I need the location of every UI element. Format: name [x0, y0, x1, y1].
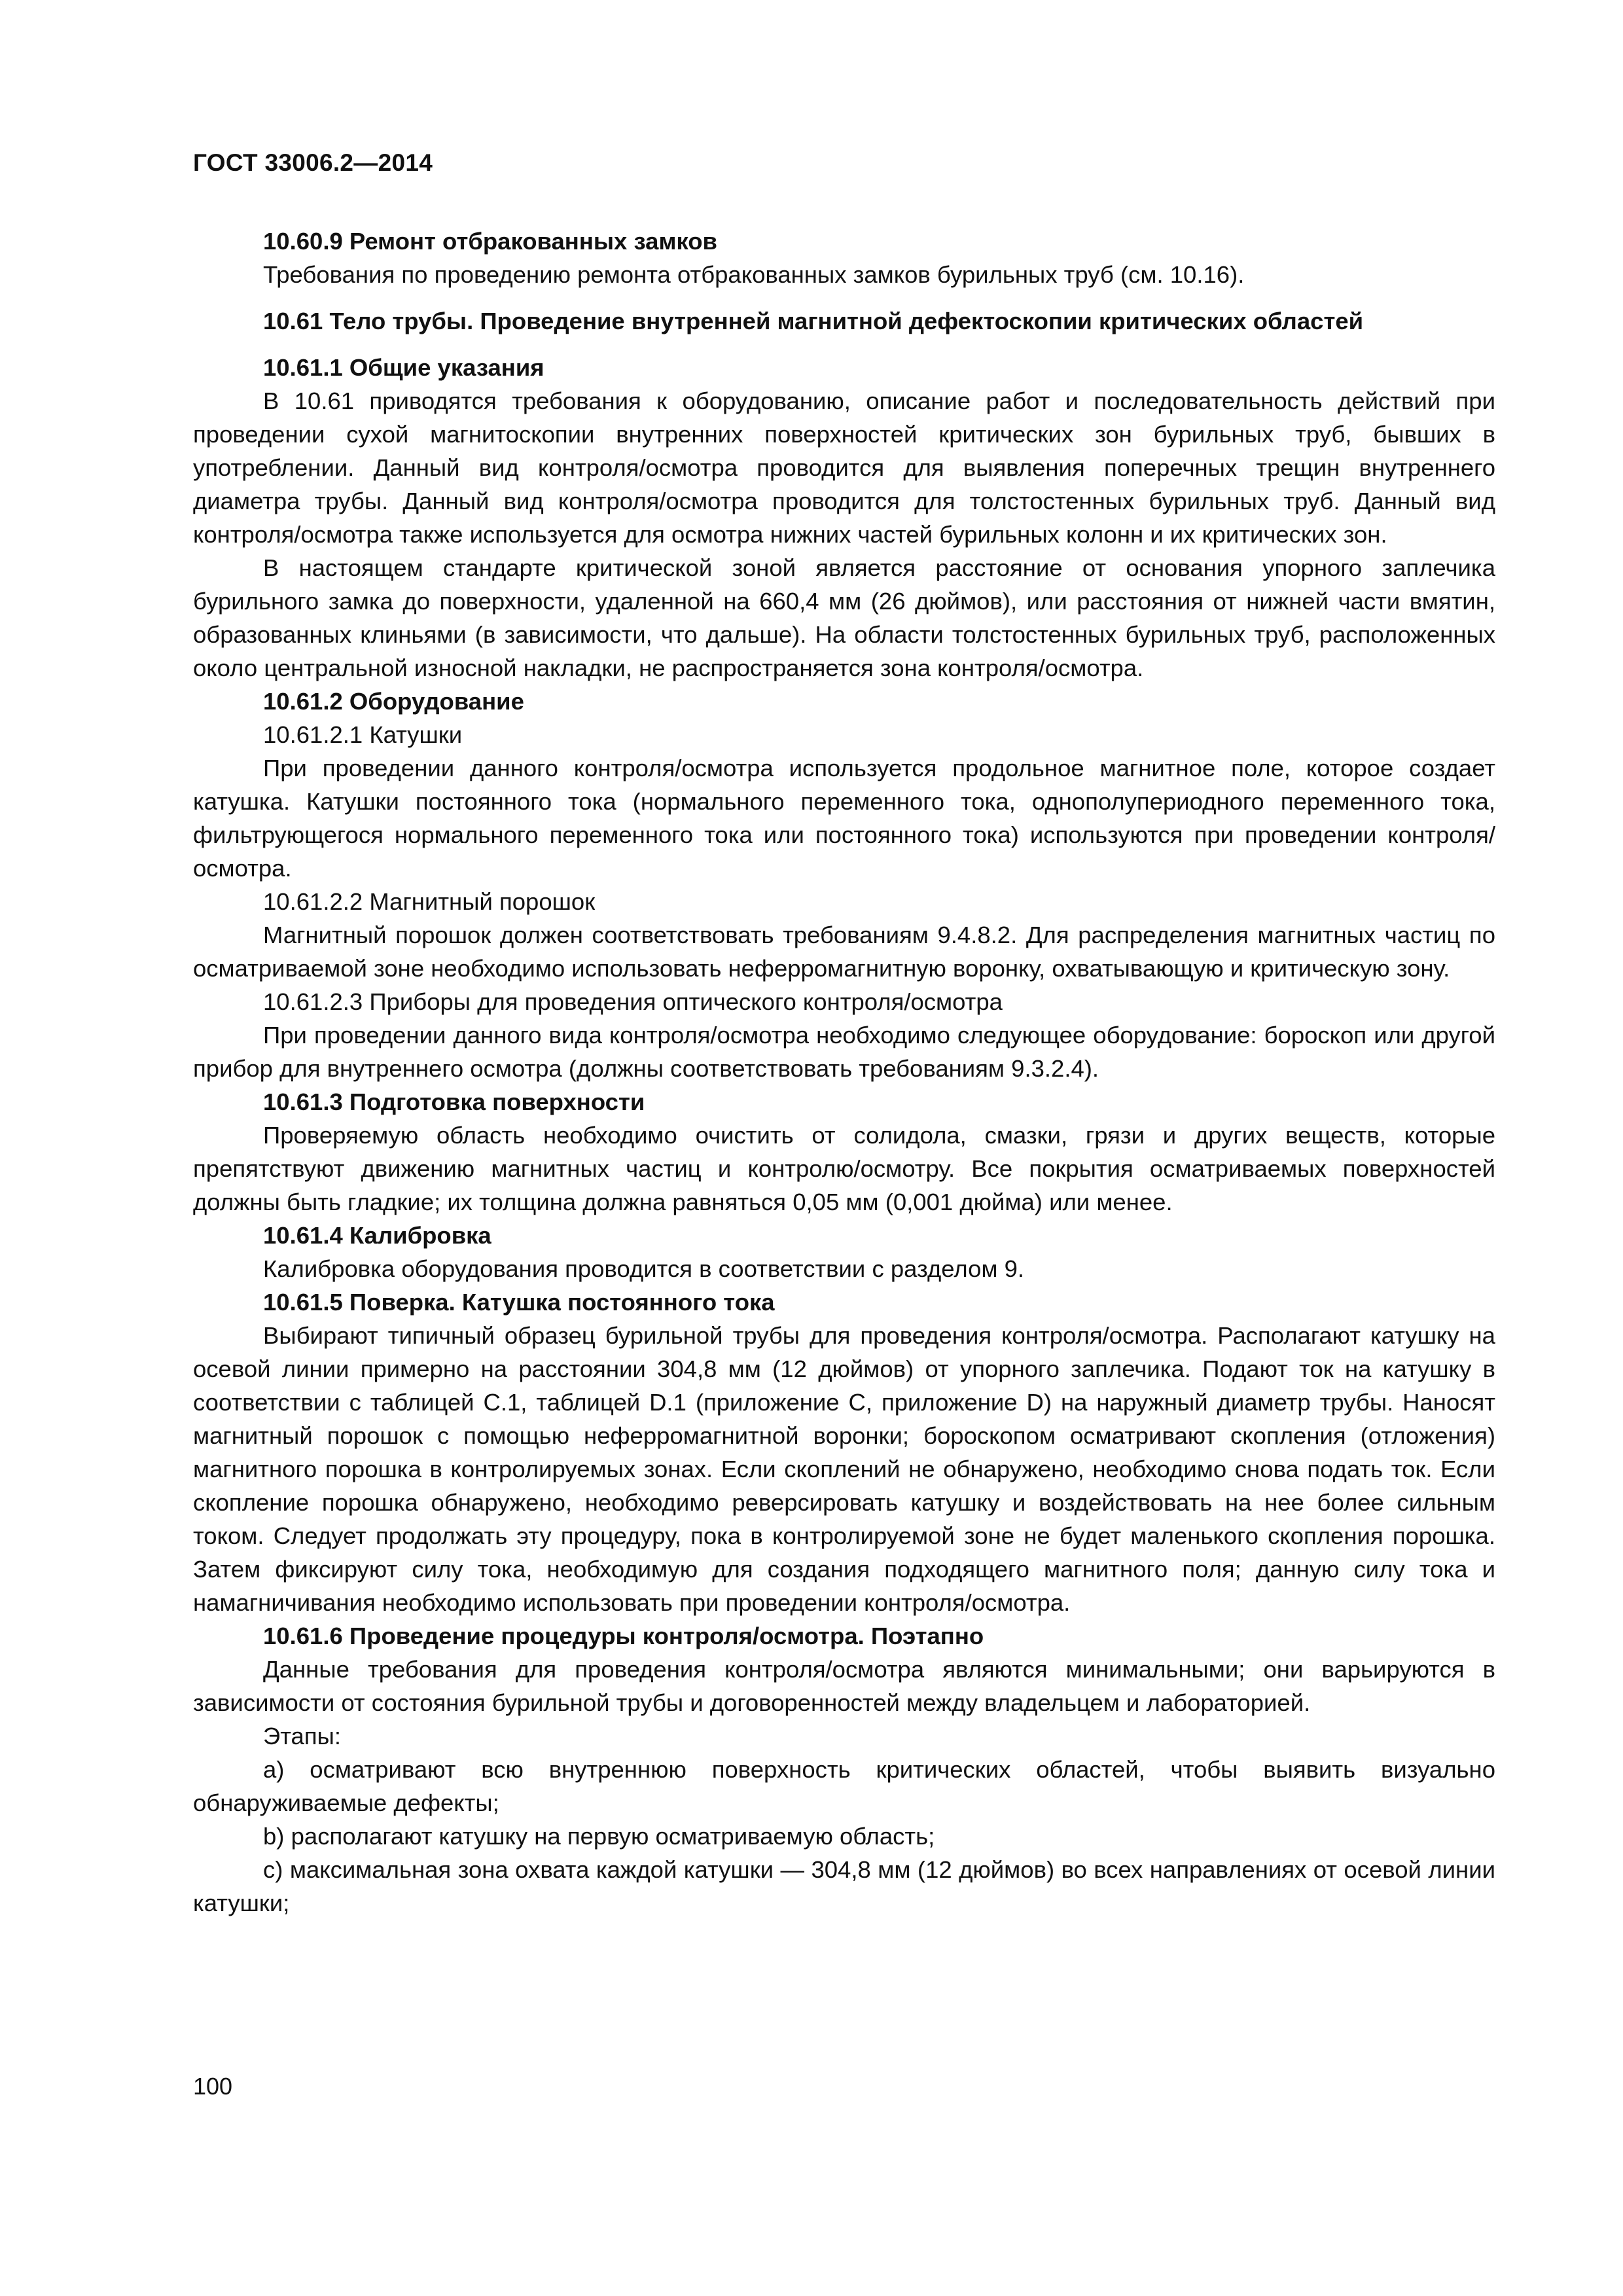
section-heading: 10.61.4 Калибровка: [263, 1222, 491, 1249]
paragraph: При проведении данного контроля/осмотра используется продольное магнитное поле, которое создает катушка. Катушки постоянного тока (нормального переменного тока, однополупериодного переменного тока, фильтрующегося нормального переменного тока или постоянного тока) используются при проведении контроля/осмотра.: [193, 755, 1495, 882]
subsection-title: 10.61.2.1 Катушки: [263, 721, 463, 748]
section-heading: 10.61.3 Подготовка поверхности: [263, 1088, 645, 1115]
paragraph: Выбирают типичный образец бурильной трубы для проведения контроля/осмотра. Располагают катушку на осевой линии примерно на расстоянии 304,8 мм (12 дюймов) от упорного заплечика. Подают ток на катушку в соответствии с таблицей С.1, таблицей D.1 (приложение С, приложение D) на наружный диаметр трубы. Наносят магнитный порошок с помощью неферромагнитной воронки; бороскопом осматривают скопления (отложения) магнитного порошка в контролируемых зонах. Если скоплений не обнаружено, необходимо снова подать ток. Если скопление порошка обнаружено, необходимо реверсировать катушку и воздействовать на нее более сильным током. Следует продолжать эту процедуру, пока в контролируемой зоне не будет маленького скопления порошка. Затем фиксируют силу тока, необходимую для создания подходящего магнитного поля; данную силу тока и намагничивания необходимо использовать при проведении контроля/осмотра.: [193, 1322, 1495, 1616]
page-number: 100: [193, 2073, 233, 2100]
paragraph: Требования по проведению ремонта отбракованных замков бурильных труб (см. 10.16).: [263, 261, 1245, 288]
standard-header: ГОСТ 33006.2—2014: [193, 149, 433, 176]
section-heading: 10.61.1 Общие указания: [263, 354, 544, 381]
section-heading: 10.60.9 Ремонт отбракованных замков: [263, 228, 717, 255]
subsection-title: 10.61.2.2 Магнитный порошок: [263, 888, 596, 915]
section-heading: 10.61.2 Оборудование: [263, 688, 524, 715]
subsection-title: 10.61.2.3 Приборы для проведения оптического контроля/осмотра: [263, 988, 1003, 1015]
paragraph: При проведении данного вида контроля/осмотра необходимо следующее оборудование: бороскоп или другой прибор для внутреннего осмотра (должны соответствовать требованиям 9.3.2.4).: [193, 1022, 1495, 1082]
list-item: с) максимальная зона охвата каждой катушки — 304,8 мм (12 дюймов) во всех направлениях от осевой линии катушки;: [193, 1856, 1495, 1916]
paragraph: В настоящем стандарте критической зоной является расстояние от основания упорного заплечика бурильного замка до поверхности, удаленной на 660,4 мм (26 дюймов), или расстояния от нижней части вмятин, образованных клиньями (в зависимости, что дальше). На области толстостенных бурильных труб, расположенных около центральной износной накладки, не распространяется зона контроля/осмотра.: [193, 554, 1495, 681]
paragraph: Проверяемую область необходимо очистить от солидола, смазки, грязи и других веществ, которые препятствуют движению магнитных частиц и контролю/осмотру. Все покрытия осматриваемых поверхностей должны быть гладкие; их толщина должна равняться 0,05 мм (0,001 дюйма) или менее.: [193, 1122, 1495, 1215]
paragraph: Данные требования для проведения контроля/осмотра являются минимальными; они варьируются в зависимости от состояния бурильной трубы и договоренностей между владельцем и лабораторией.: [193, 1656, 1495, 1716]
list-item: b) располагают катушку на первую осматриваемую область;: [263, 1823, 935, 1850]
section-heading: 10.61 Тело трубы. Проведение внутренней магнитной дефектоскопии критических областей: [263, 308, 1364, 334]
list-item: а) осматривают всю внутреннюю поверхность критических областей, чтобы выявить визуально обнаруживаемые дефекты;: [193, 1756, 1495, 1816]
section-heading: 10.61.6 Проведение процедуры контроля/осмотра. Поэтапно: [263, 1623, 984, 1649]
paragraph: В 10.61 приводятся требования к оборудованию, описание работ и последовательность действий при проведении сухой магнитоскопии внутренних поверхностей критических зон бурильных труб, бывших в употреблении. Данный вид контроля/осмотра проводится для выявления поперечных трещин внутреннего диаметра трубы. Данный вид контроля/осмотра проводится для толстостенных бурильных труб. Данный вид контроля/осмотра также используется для осмотра нижних частей бурильных колонн и их критических зон.: [193, 387, 1495, 548]
paragraph: Этапы:: [263, 1723, 341, 1749]
document-body: [193, 224, 1495, 1920]
section-heading: 10.61.5 Поверка. Катушка постоянного тока: [263, 1289, 775, 1316]
paragraph: Магнитный порошок должен соответствовать требованиям 9.4.8.2. Для распределения магнитных частиц по осматриваемой зоне необходимо использовать неферромагнитную воронку, охватывающую и критическую зону.: [193, 922, 1495, 982]
paragraph: Калибровка оборудования проводится в соответствии с разделом 9.: [263, 1255, 1025, 1282]
